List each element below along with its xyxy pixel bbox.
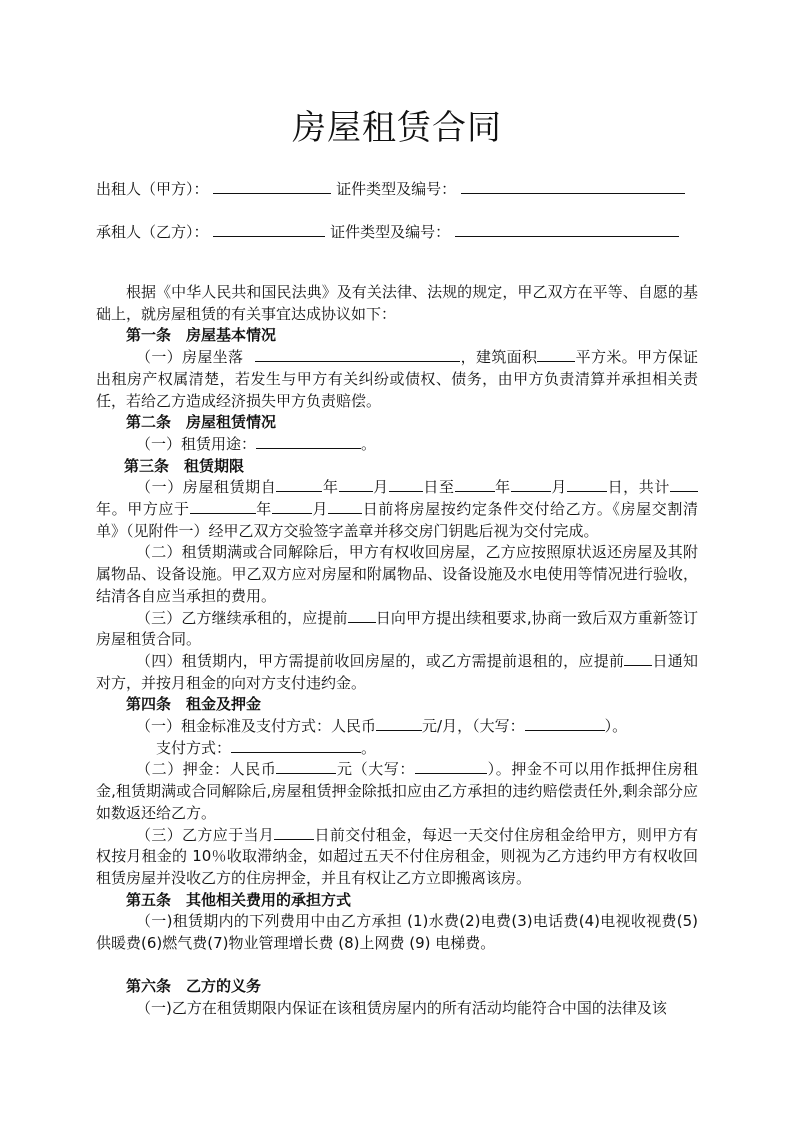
article-3-heading: 第三条 租赁期限 <box>124 456 245 475</box>
article-3-clause-3 <box>96 608 698 651</box>
article-3-clause-4 <box>96 651 698 694</box>
lessor-id-blank[interactable] <box>461 179 685 194</box>
lessor-label: 出租人（甲方）： <box>96 180 209 198</box>
text: （一）房屋坐落 <box>136 348 244 367</box>
article-1-clause-1 <box>96 347 698 412</box>
text: 日通知对方，并按月租金的向对方支付违约金。 <box>96 651 698 692</box>
article-2-clause-1 <box>96 434 698 456</box>
lessor-line <box>96 178 685 199</box>
text: ）。押金不可以用作抵押住房租金,租赁期满或合同解除后,房屋租赁押金除抵扣应由乙方承担的违约赔偿责任外,剩余部分应如数返还给乙方。 <box>96 760 698 822</box>
payment-method-line <box>96 738 698 760</box>
text: （三）乙方应于当月 <box>136 825 275 844</box>
text: 日，共计 <box>606 478 670 497</box>
start-month-blank[interactable] <box>339 477 373 492</box>
text: 。 <box>361 738 377 757</box>
article-3-clause-1 <box>96 477 698 542</box>
text: 月 <box>550 478 567 497</box>
intro-paragraph: 根据《中华人民共和国民法典》及有关法律、法规的规定，甲乙双方在平等、自愿的基础上，就房屋租赁的有关事宜达成协议如下： <box>96 283 698 323</box>
delivery-year-blank[interactable] <box>190 499 256 514</box>
rent-words-blank[interactable] <box>525 716 605 731</box>
lessor-id-label: 证件类型及编号： <box>336 180 457 198</box>
payment-method-blank[interactable] <box>231 738 361 753</box>
article-6-heading: 第六条 乙方的义务 <box>126 977 262 996</box>
text: 年 <box>255 500 272 519</box>
text: 日前将房屋按约定条件交付给乙方。《房屋交割清单》（见附件一）经甲乙双方交验签字盖章并移交房门钥匙后视为交付完成。 <box>96 500 698 540</box>
lessee-name-blank[interactable] <box>213 222 325 237</box>
article-1-heading: 第一条 房屋基本情况 <box>126 326 277 345</box>
address-blank[interactable] <box>255 347 460 362</box>
area-blank[interactable] <box>537 347 575 362</box>
renewal-days-blank[interactable] <box>348 608 376 623</box>
text: 日前交付租金，每迟一天交付住房租金给甲方，则甲方有权按月租金的 10％收取滞纳金，如超过五天不付住房租金，则视为乙方违约甲方有权收回租赁房屋并没收乙方的住房押金，并且有权让乙方立即搬离该房。 <box>96 825 698 887</box>
article-4-clause-1 <box>96 716 698 738</box>
lessee-line <box>96 221 679 242</box>
text: 月 <box>311 500 329 519</box>
text: 年。甲方应于 <box>96 500 190 519</box>
text: 年 <box>494 478 511 497</box>
end-month-blank[interactable] <box>511 477 551 492</box>
text: 元（大写： <box>336 760 416 779</box>
article-6-clause-1: （一)乙方在租赁期限内保证在该租赁房屋内的所有活动均能符合中国的法律及该 <box>136 999 667 1018</box>
article-4-heading: 第四条 租金及押金 <box>126 695 262 714</box>
article-5-heading: 第五条 其他相关费用的承担方式 <box>126 890 352 909</box>
lessee-id-blank[interactable] <box>455 222 679 237</box>
text: 元/月，（大写： <box>422 717 525 736</box>
text: （三）乙方继续承租的，应提前 <box>136 608 348 627</box>
article-4-clause-2 <box>96 759 698 824</box>
text: （四）租赁期内，甲方需提前收回房屋的，或乙方需提前退租的，应提前 <box>136 651 625 670</box>
text: 年 <box>322 478 339 497</box>
text: （一）租金标准及支付方式：人民币 <box>136 717 377 736</box>
term-years-blank[interactable] <box>670 477 698 492</box>
text: 日至 <box>422 478 455 497</box>
document-title: 房屋租赁合同 <box>292 108 502 148</box>
text: （一）房屋租赁期自 <box>136 478 277 497</box>
text: （一）租赁用途： <box>136 434 257 453</box>
delivery-month-blank[interactable] <box>272 499 312 514</box>
text: ，建筑面积 <box>460 348 538 367</box>
text: 月 <box>372 478 389 497</box>
deposit-words-blank[interactable] <box>415 759 487 774</box>
text: 平方米。甲方保证出租房产权属清楚，若发生与甲方有关纠纷或债权、债务，由甲方负责清算并承担相关责任，若给乙方造成经济损失甲方负责赔偿。 <box>96 348 698 410</box>
start-day-blank[interactable] <box>389 477 423 492</box>
rent-amount-blank[interactable] <box>376 716 422 731</box>
end-day-blank[interactable] <box>567 477 607 492</box>
notice-days-blank[interactable] <box>624 651 652 666</box>
lessor-name-blank[interactable] <box>213 179 331 194</box>
text: （二）押金：人民币 <box>136 760 277 779</box>
text: 。 <box>361 434 377 453</box>
payment-day-blank[interactable] <box>274 825 314 840</box>
article-2-heading: 第二条 房屋租赁情况 <box>126 413 277 432</box>
contract-body <box>96 282 698 1020</box>
text: ）。 <box>604 717 628 736</box>
article-5-clause-1: （一)租赁期内的下列费用中由乙方承担 (1)水费(2)电费(3)电话费(4)电视收视费(5)供暖费(6)燃气费(7)物业管理增长费 (8)上网费 (9) 电梯费。 <box>96 912 698 953</box>
article-4-clause-3 <box>96 825 698 890</box>
text: 日向甲方提出续租要求,协商一致后双方重新签订房屋租赁合同。 <box>96 608 698 649</box>
deposit-amount-blank[interactable] <box>276 759 336 774</box>
article-3-clause-2: （二）租赁期满或合同解除后，甲方有权收回房屋，乙方应按照原状返还房屋及其附属物品、设备设施。甲乙双方应对房屋和附属物品、设备设施及水电使用等情况进行验收，结清各自应当承担的费用。 <box>96 543 698 605</box>
end-year-blank[interactable] <box>455 477 495 492</box>
text: 支付方式： <box>156 738 232 757</box>
start-year-blank[interactable] <box>276 477 322 492</box>
delivery-day-blank[interactable] <box>328 499 362 514</box>
purpose-blank[interactable] <box>256 434 361 449</box>
lessee-label: 承租人（乙方）： <box>96 223 209 241</box>
lessee-id-label: 证件类型及编号： <box>330 223 451 241</box>
